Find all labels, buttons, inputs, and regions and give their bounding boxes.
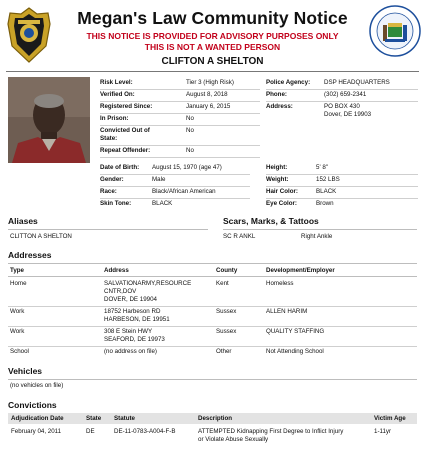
address-line: (no address on file): [104, 348, 157, 355]
conviction-state: DE: [86, 428, 95, 435]
conviction-description: or Violate Abuse Sexually: [198, 436, 269, 443]
scar-description: Right Ankle: [301, 233, 333, 240]
convictions-header-row: Adjudication Date State Statute Description Victim Age: [8, 413, 417, 424]
addresses-section: [8, 250, 417, 360]
vehicles-section: [8, 366, 417, 394]
col-address: Address: [104, 267, 129, 274]
agency-phone: (302) 659-2341: [324, 91, 367, 98]
scars-heading: Scars, Marks, & Tattoos: [223, 216, 417, 230]
conviction-statute: DE-11-0783-A004-F-B: [114, 428, 176, 435]
police-badge-icon: [6, 6, 52, 64]
conviction-date: February 04, 2011: [11, 428, 62, 435]
col-type: Type: [10, 267, 24, 274]
scar-code: SC R ANKL: [223, 233, 256, 240]
portrait-image: [8, 77, 90, 163]
address-line: HARBESON, DE 19951: [104, 316, 170, 323]
col-employer: Development/Employer: [266, 267, 335, 274]
offender-photo: [8, 77, 90, 163]
notice-header: [0, 0, 425, 78]
physical-description: Date of Birth: August 15, 1970 (age 47) Gender: Male Race: Black/African American Skin Tone: BLACK Height: 5' 8" Weight: 152 LBS Hair Color: BLACK Eye Color: Brown: [100, 164, 418, 212]
address-line: SEAFORD, DE 19973: [104, 336, 165, 343]
address-employer: Not Attending School: [266, 348, 324, 355]
address-county: Other: [216, 348, 232, 355]
address-county: Kent: [216, 280, 229, 287]
address-line: SALVATIONARMY,RESOURCE: [104, 280, 192, 287]
address-type: School: [10, 348, 29, 355]
col-county: County: [216, 267, 238, 274]
address-type: Work: [10, 328, 25, 335]
vehicles-empty: (no vehicles on file): [10, 382, 64, 389]
address-line: 18752 Harbeson RD: [104, 308, 161, 315]
address-type: Work: [10, 308, 25, 315]
address-line: DOVER, DE 19904: [104, 296, 157, 303]
aliases-heading: Aliases: [8, 216, 208, 230]
address-line: CNTR,DOV: [104, 288, 137, 295]
police-agency: Police Agency: DSP HEADQUARTERS Phone: (302) 659-2341 Address: PO BOX 430 Dover, DE 19903: [266, 79, 418, 129]
risk-level: Tier 3 (High Risk): [186, 79, 234, 86]
address-employer: ALLEN HARIM: [266, 308, 308, 315]
address-county: Sussex: [216, 328, 237, 335]
vehicles-heading: Vehicles: [8, 366, 417, 380]
address-employer: Homeless: [266, 280, 294, 287]
notice-title: Megan's Law Community Notice: [77, 8, 348, 28]
advisory-warning: THIS NOTICE IS PROVIDED FOR ADVISORY PURPOSES ONLY THIS IS NOT A WANTED PERSON: [86, 31, 339, 52]
scars-section: [223, 216, 417, 242]
offender-name: CLIFTON A SHELTON: [161, 56, 264, 67]
conviction-description: ATTEMPTED Kidnapping First Degree to Inflict Injury: [198, 428, 344, 435]
address-line: 308 E Stein HWY: [104, 328, 153, 335]
convictions-heading: Convictions: [8, 400, 417, 414]
conviction-victim-age: 1-11yr: [374, 428, 392, 435]
address-type: Home: [10, 280, 27, 287]
header-divider: [6, 71, 419, 72]
addresses-heading: Addresses: [8, 250, 417, 264]
address-county: Sussex: [216, 308, 237, 315]
conviction-row: [8, 428, 417, 448]
alias-item: CLITTON A SHELTON: [10, 233, 72, 240]
state-seal-icon: [369, 5, 421, 57]
registration-status: Risk Level: Tier 3 (High Risk) Verified On: August 8, 2018 Registered Since: January 6, 2015 In Prison: No Convicted Out of No State: Repeat Offender: No: [100, 79, 260, 159]
address-employer: QUALITY STAFFING: [266, 328, 325, 335]
